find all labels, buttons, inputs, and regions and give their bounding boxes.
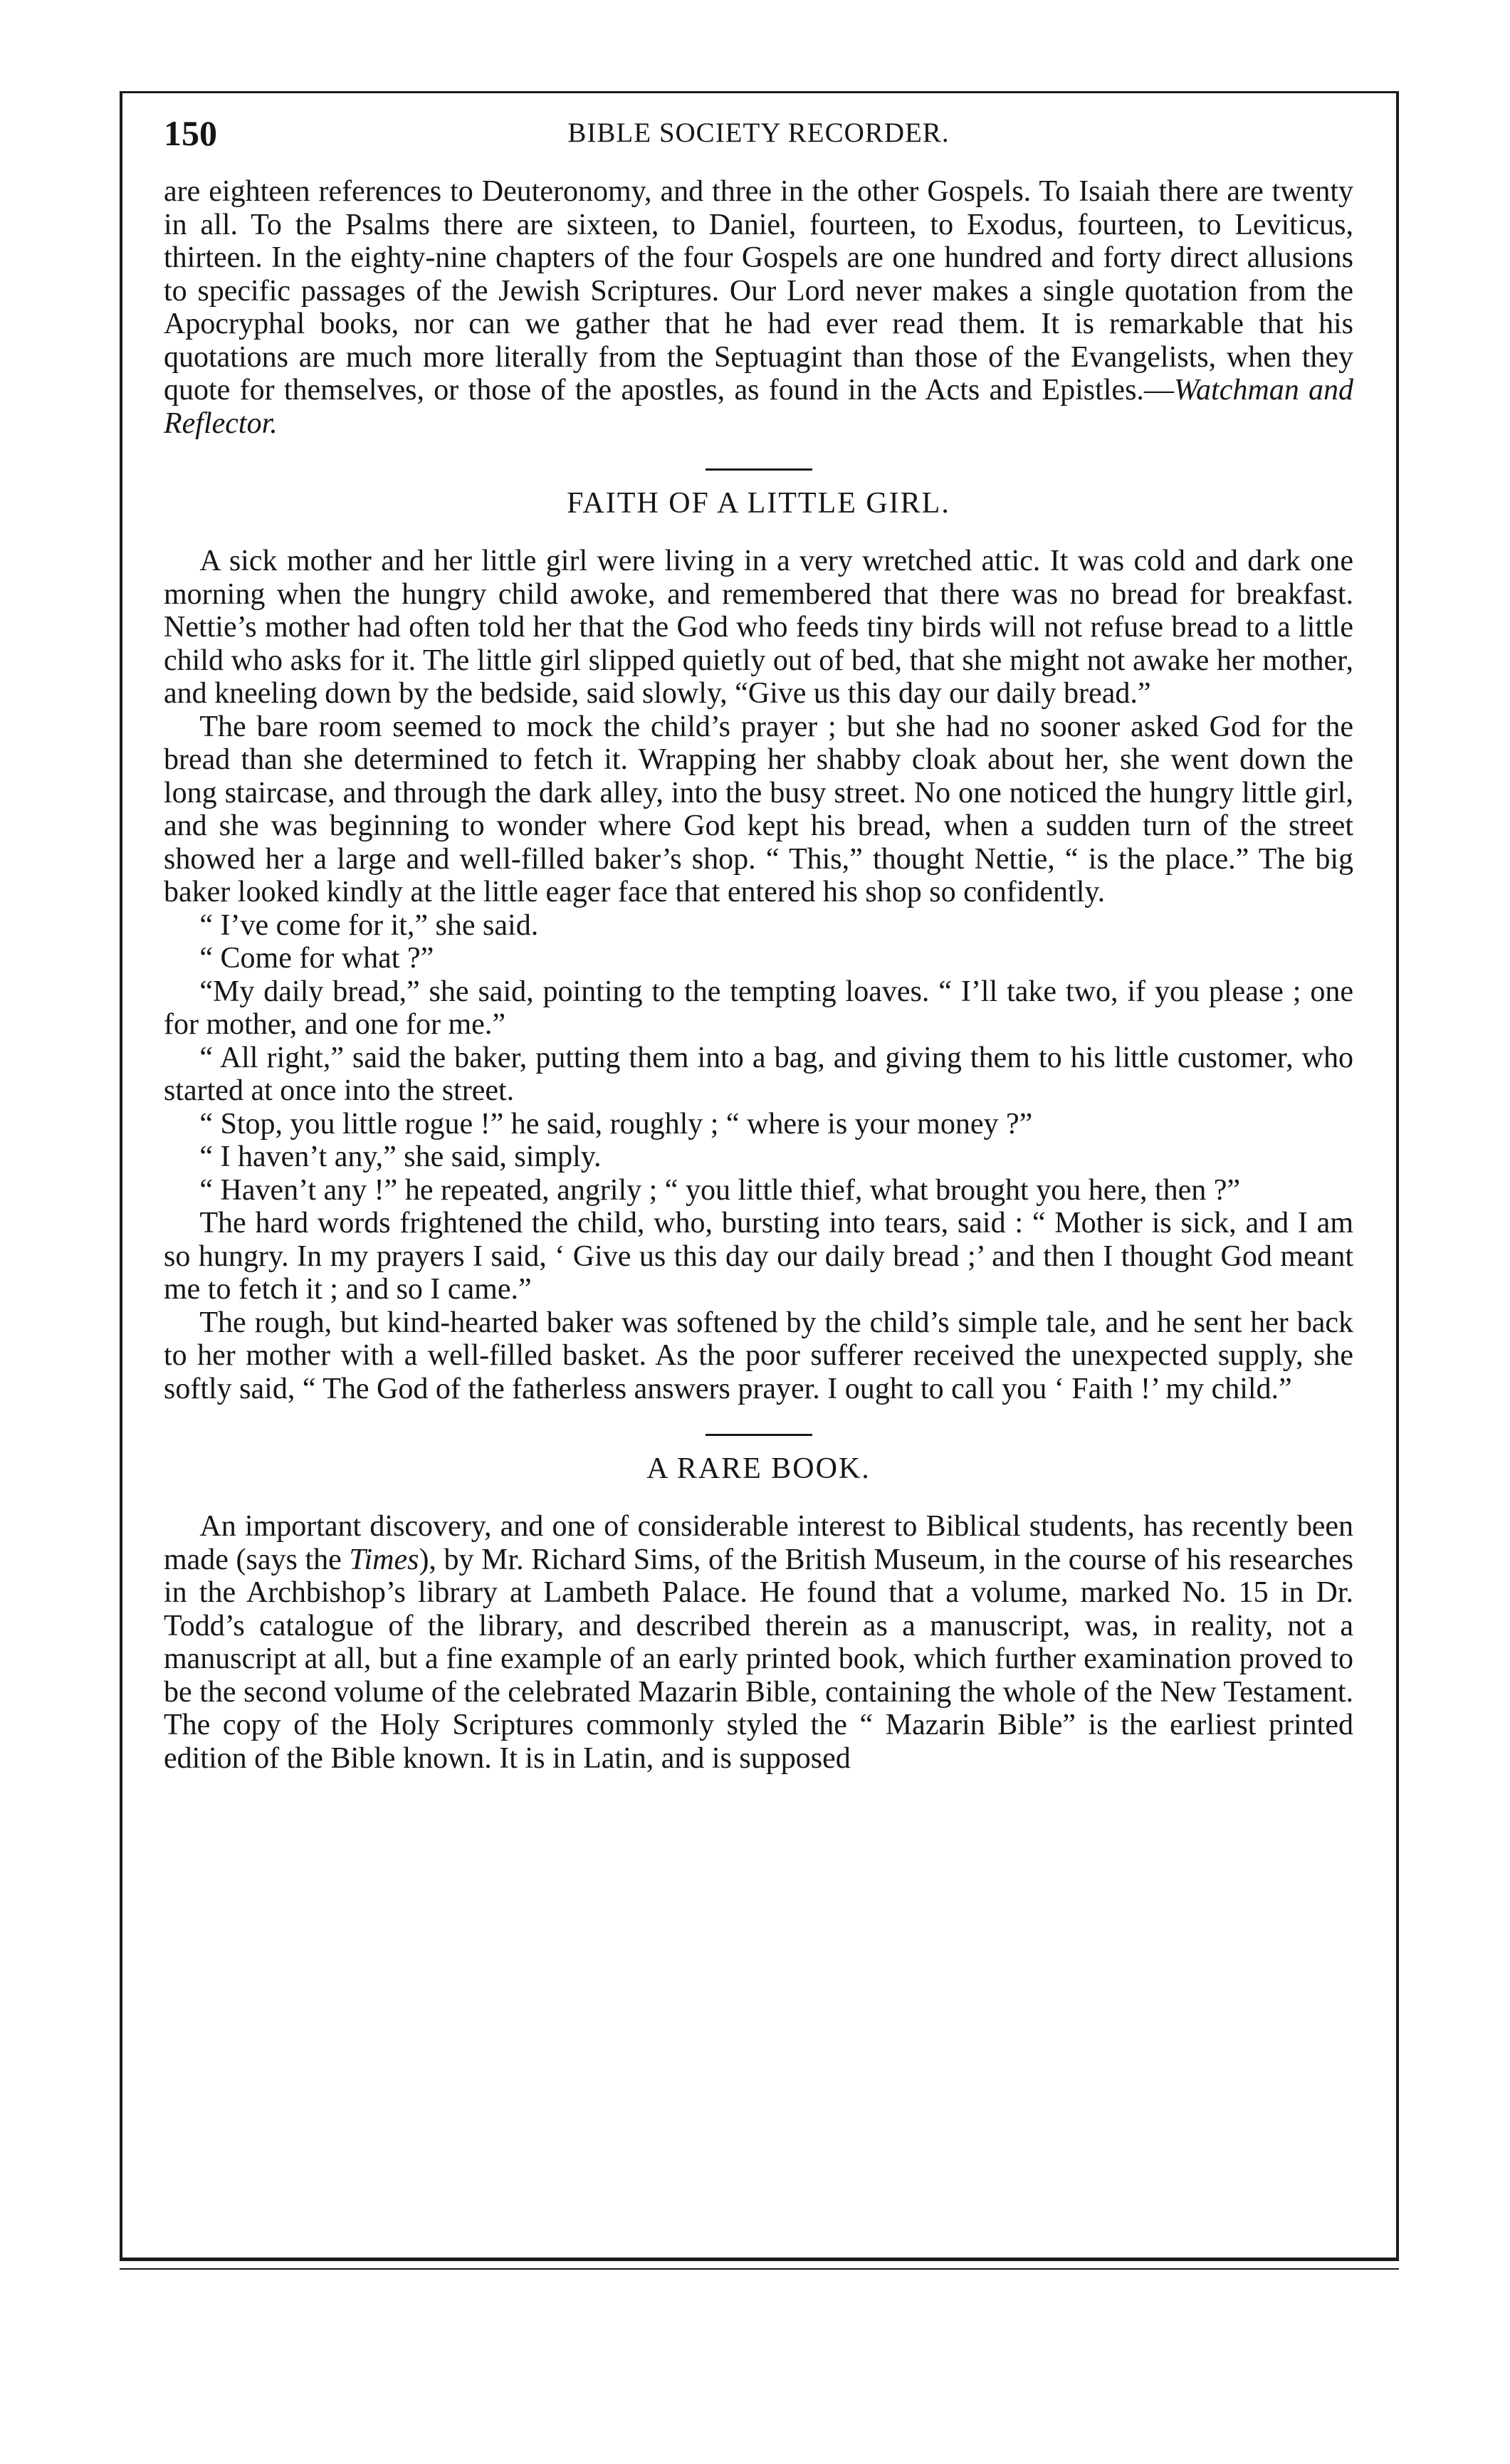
rare-book-paragraph xyxy=(164,1510,1353,1775)
continued-paragraph xyxy=(164,175,1353,440)
rare-book-source: Times xyxy=(349,1543,419,1576)
faith-article-heading: FAITH OF A LITTLE GIRL. xyxy=(567,487,950,520)
faith-paragraph: The rough, but kind-hearted baker was softened by the child’s simple tale, and he sent her back to her mother with a well-filled basket. As the poor sufferer received the unexpected supply, she softly said, “ The God of the fatherless answers prayer. I ought to call you ‘ Faith !’ my child.” xyxy=(164,1306,1353,1405)
section-divider xyxy=(706,1434,812,1436)
page-number: 150 xyxy=(164,113,217,153)
rare-book-body xyxy=(164,1510,1353,1775)
faith-paragraph: “ I haven’t any,” she said, simply. xyxy=(199,1141,602,1173)
running-head xyxy=(164,108,1353,158)
faith-paragraph: “ Come for what ?” xyxy=(199,942,434,975)
page-content xyxy=(164,108,1353,1775)
bottom-rule-thick xyxy=(120,2258,1399,2261)
faith-paragraph: “ Haven’t any !” he repeated, angrily ; “ you little thief, what brought you here, then ?” xyxy=(199,1173,1241,1207)
faith-paragraph: The bare room seemed to mock the child’s prayer ; but she had no sooner asked God for the bread than she determined to fetch it. Wrapping her shabby cloak about her, she went down the long staircase, and through the dark alley, into the busy street. No one noticed the hungry little girl, and she was beginning to wonder where God kept his bread, when a sudden turn of the street showed her a large and well-filled baker’s shop. “ This,” thought Nettie, “ is the place.” The big baker looked kindly at the little eager face that entered his shop so confidently. xyxy=(164,710,1353,908)
faith-paragraph: A sick mother and her little girl were living in a very wretched attic. It was cold and dark one morning when the hungry child awoke, and remembered that there was no bread for breakfast. Nettie’s mother had often told her that the God who feeds tiny birds will not refuse bread to a little child who asks for it. The little girl slipped quietly out of bed, that she might not awake her mother, and kneeling down by the bedside, said slowly, “Give us this day our daily bread.” xyxy=(164,545,1353,710)
faith-paragraph: “ Stop, you little rogue !” he said, roughly ; “ where is your money ?” xyxy=(199,1107,1033,1141)
continued-article xyxy=(164,175,1353,440)
continued-text: are eighteen references to Deuteronomy, and three in the other Gospels. To Isaiah there are twenty in all. To the Psalms there are sixteen, to Daniel, fourteen, to Exodus, fourteen, to Leviticus, thirteen. In the eighty-nine chapters of the four Gospels are one hundred and forty direct allusions to specific passages of the Jewish Scriptures. Our Lord never makes a single quotation from the Apocryphal books, nor can we gather that he had ever read them. It is remarkable that his quotations are much more literally from the Septuagint than those of the Evangelists, when they quote for themselves, or those of the apostles, as found in the Acts and Epistles.— xyxy=(164,175,1353,407)
rare-book-text-rest: ), by Mr. Richard Sims, of the British Museum, in the course of his researches in the Archbishop’s library at Lambeth Palace. He found that a volume, marked No. 15 in Dr. Todd’s catalogue of the library, and described therein as a manuscript, was, in reality, not a manuscript at all, but a fine example of an early printed book, which further examination proved to be the second volume of the celebrated Mazarin Bible, containing the whole of the New Testament. The copy of the Holy Scriptures commonly styled the “ Mazarin Bible” is the earliest printed edition of the Bible known. It is in Latin, and is supposed xyxy=(164,1543,1353,1775)
journal-title: BIBLE SOCIETY RECORDER. xyxy=(567,117,950,148)
faith-paragraph: “My daily bread,” she said, pointing to the tempting loaves. “ I’ll take two, if you please ; one for mother, and one for me.” xyxy=(164,975,1353,1041)
faith-paragraph: The hard words frightened the child, who, bursting into tears, said : “ Mother is sick, and I am so hungry. In my prayers I said, ‘ Give us this day our daily bread ;’ and then I thought God meant me to fetch it ; and so I came.” xyxy=(164,1207,1353,1306)
rare-book-heading: A RARE BOOK. xyxy=(646,1452,871,1485)
continued-source: Watchman and Reflector. xyxy=(164,374,1353,440)
section-divider xyxy=(706,468,812,471)
faith-paragraph: “ All right,” said the baker, putting them into a bag, and giving them to his little customer, who started at once into the street. xyxy=(164,1041,1353,1107)
bottom-rule-thin xyxy=(120,2268,1399,2270)
rare-book-text-start: An important discovery, and one of considerable interest to Biblical students, has recently been made (says the xyxy=(164,1510,1353,1576)
faith-article-body xyxy=(164,545,1353,1405)
faith-paragraph: “ I’ve come for it,” she said. xyxy=(199,908,539,942)
